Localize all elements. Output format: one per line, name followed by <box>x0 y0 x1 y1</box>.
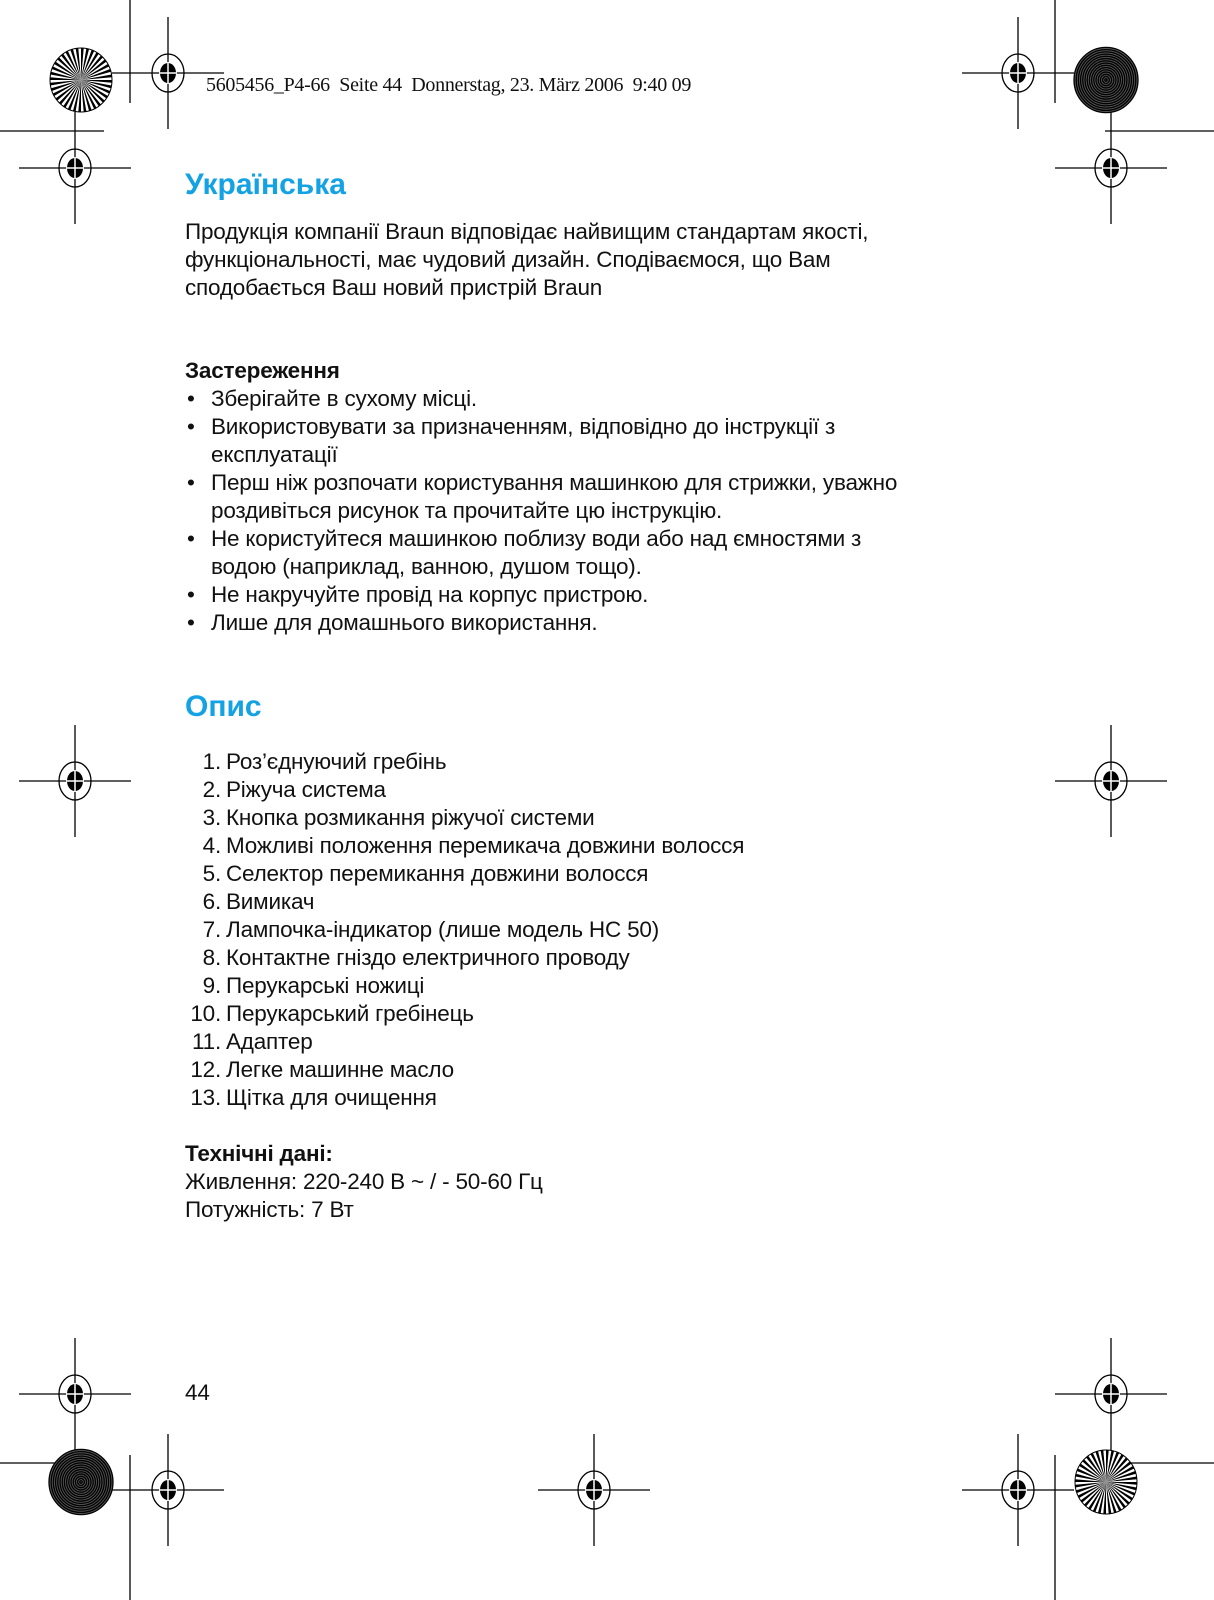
warning-text: водою (наприклад, ванною, душом тощо). <box>211 554 642 579</box>
item-text: Роз’єднуючий гребінь <box>226 749 447 774</box>
page-title: Українська <box>185 168 346 201</box>
registration-mark-icon <box>112 1434 224 1546</box>
description-item <box>185 748 744 776</box>
description-item <box>185 888 744 916</box>
warning-item <box>185 413 897 469</box>
item-text: Легке машинне масло <box>226 1057 454 1082</box>
warnings-section <box>185 357 897 637</box>
registration-mark-icon <box>962 17 1074 129</box>
starburst-mark-icon <box>50 48 112 112</box>
warning-text: Зберігайте в сухому місці. <box>211 386 477 411</box>
item-text: Ріжуча система <box>226 777 386 802</box>
item-number: 10. <box>190 1001 221 1026</box>
description-item <box>185 776 744 804</box>
tech-power-supply: Живлення: 220-240 В ~ / - 50-60 Гц <box>185 1169 543 1194</box>
tech-heading: Технічні дані: <box>185 1141 333 1166</box>
item-text: Лампочка-індикатор (лише модель HC 50) <box>226 917 659 942</box>
concentric-mark-icon <box>49 1449 113 1515</box>
warnings-list <box>185 385 897 637</box>
registration-mark-icon <box>1055 112 1167 224</box>
registration-mark-icon <box>962 1434 1074 1546</box>
warning-text: Використовувати за призначенням, відповідно до інструкції з <box>211 414 836 439</box>
warning-item <box>185 469 897 525</box>
item-number: 8. <box>202 945 221 970</box>
description-heading: Опис <box>185 690 262 723</box>
description-item <box>185 1000 744 1028</box>
item-number: 13. <box>190 1085 221 1110</box>
description-item <box>185 832 744 860</box>
description-item <box>185 1056 744 1084</box>
warning-text: Перш ніж розпочати користування машинкою для стрижки, уважно <box>211 470 898 495</box>
item-number: 12. <box>190 1057 221 1082</box>
intro-paragraph <box>185 218 868 302</box>
warning-item <box>185 385 897 413</box>
description-item <box>185 1084 744 1112</box>
item-text: Контактне гніздо електричного проводу <box>226 945 630 970</box>
tech-section <box>185 1140 543 1224</box>
intro-line: сподобається Ваш новий пристрій Braun <box>185 275 603 300</box>
intro-line: функціональності, має чудовий дизайн. Сподіваємося, що Вам <box>185 247 831 272</box>
item-number: 5. <box>202 861 221 886</box>
registration-mark-icon <box>19 725 131 837</box>
item-number: 11. <box>191 1029 221 1054</box>
warning-text: роздивіться рисунок та прочитайте цю інструкцію. <box>211 498 723 523</box>
bullet-icon: • <box>187 582 195 607</box>
registration-mark-icon <box>1055 725 1167 837</box>
warning-item <box>185 525 897 581</box>
warning-item <box>185 581 897 609</box>
registration-mark-icon <box>112 17 224 129</box>
item-text: Перукарські ножиці <box>226 973 425 998</box>
concentric-mark-icon <box>1074 47 1138 113</box>
item-number: 2. <box>202 777 221 802</box>
description-item <box>185 972 744 1000</box>
bullet-icon: • <box>187 386 195 411</box>
warning-text: Не накручуйте провід на корпус пристрою. <box>211 582 649 607</box>
registration-mark-icon <box>19 112 131 224</box>
bullet-icon: • <box>187 470 195 495</box>
description-item <box>185 1028 744 1056</box>
registration-mark-icon <box>1055 1338 1167 1450</box>
starburst-mark-icon <box>1075 1450 1137 1514</box>
description-item <box>185 804 744 832</box>
item-text: Вимикач <box>226 889 315 914</box>
item-number: 6. <box>202 889 221 914</box>
description-item <box>185 944 744 972</box>
item-text: Кнопка розмикання ріжучої системи <box>226 805 595 830</box>
registration-mark-icon <box>19 1338 131 1450</box>
warning-text: експлуатації <box>211 442 338 467</box>
item-number: 7. <box>202 917 221 942</box>
item-text: Селектор перемикання довжини волосся <box>226 861 649 886</box>
item-number: 3. <box>202 805 221 830</box>
warning-text: Лише для домашнього використання. <box>211 610 598 635</box>
item-text: Можливі положення перемикача довжини волосся <box>226 833 745 858</box>
item-text: Адаптер <box>226 1029 313 1054</box>
description-item <box>185 860 744 888</box>
item-text: Щітка для очищення <box>226 1085 437 1110</box>
warning-text: Не користуйтеся машинкою поблизу води або над ємностями з <box>211 526 862 551</box>
bullet-icon: • <box>187 414 195 439</box>
item-number: 4. <box>202 833 221 858</box>
warning-item <box>185 609 897 637</box>
warnings-heading: Застереження <box>185 358 340 383</box>
item-text: Перукарський гребінець <box>226 1001 474 1026</box>
item-number: 9. <box>202 973 221 998</box>
bullet-icon: • <box>187 610 195 635</box>
description-list <box>185 748 744 1112</box>
description-item <box>185 916 744 944</box>
intro-line: Продукція компанії Braun відповідає найвищим стандартам якості, <box>185 219 869 244</box>
print-slug-header: 5605456_P4-66 Seite 44 Donnerstag, 23. März 2006 9:40 09 <box>206 74 692 96</box>
tech-power: Потужність: 7 Вт <box>185 1197 354 1222</box>
registration-mark-icon <box>538 1434 650 1546</box>
page-number: 44 <box>185 1380 210 1405</box>
item-number: 1. <box>202 749 221 774</box>
bullet-icon: • <box>187 526 195 551</box>
